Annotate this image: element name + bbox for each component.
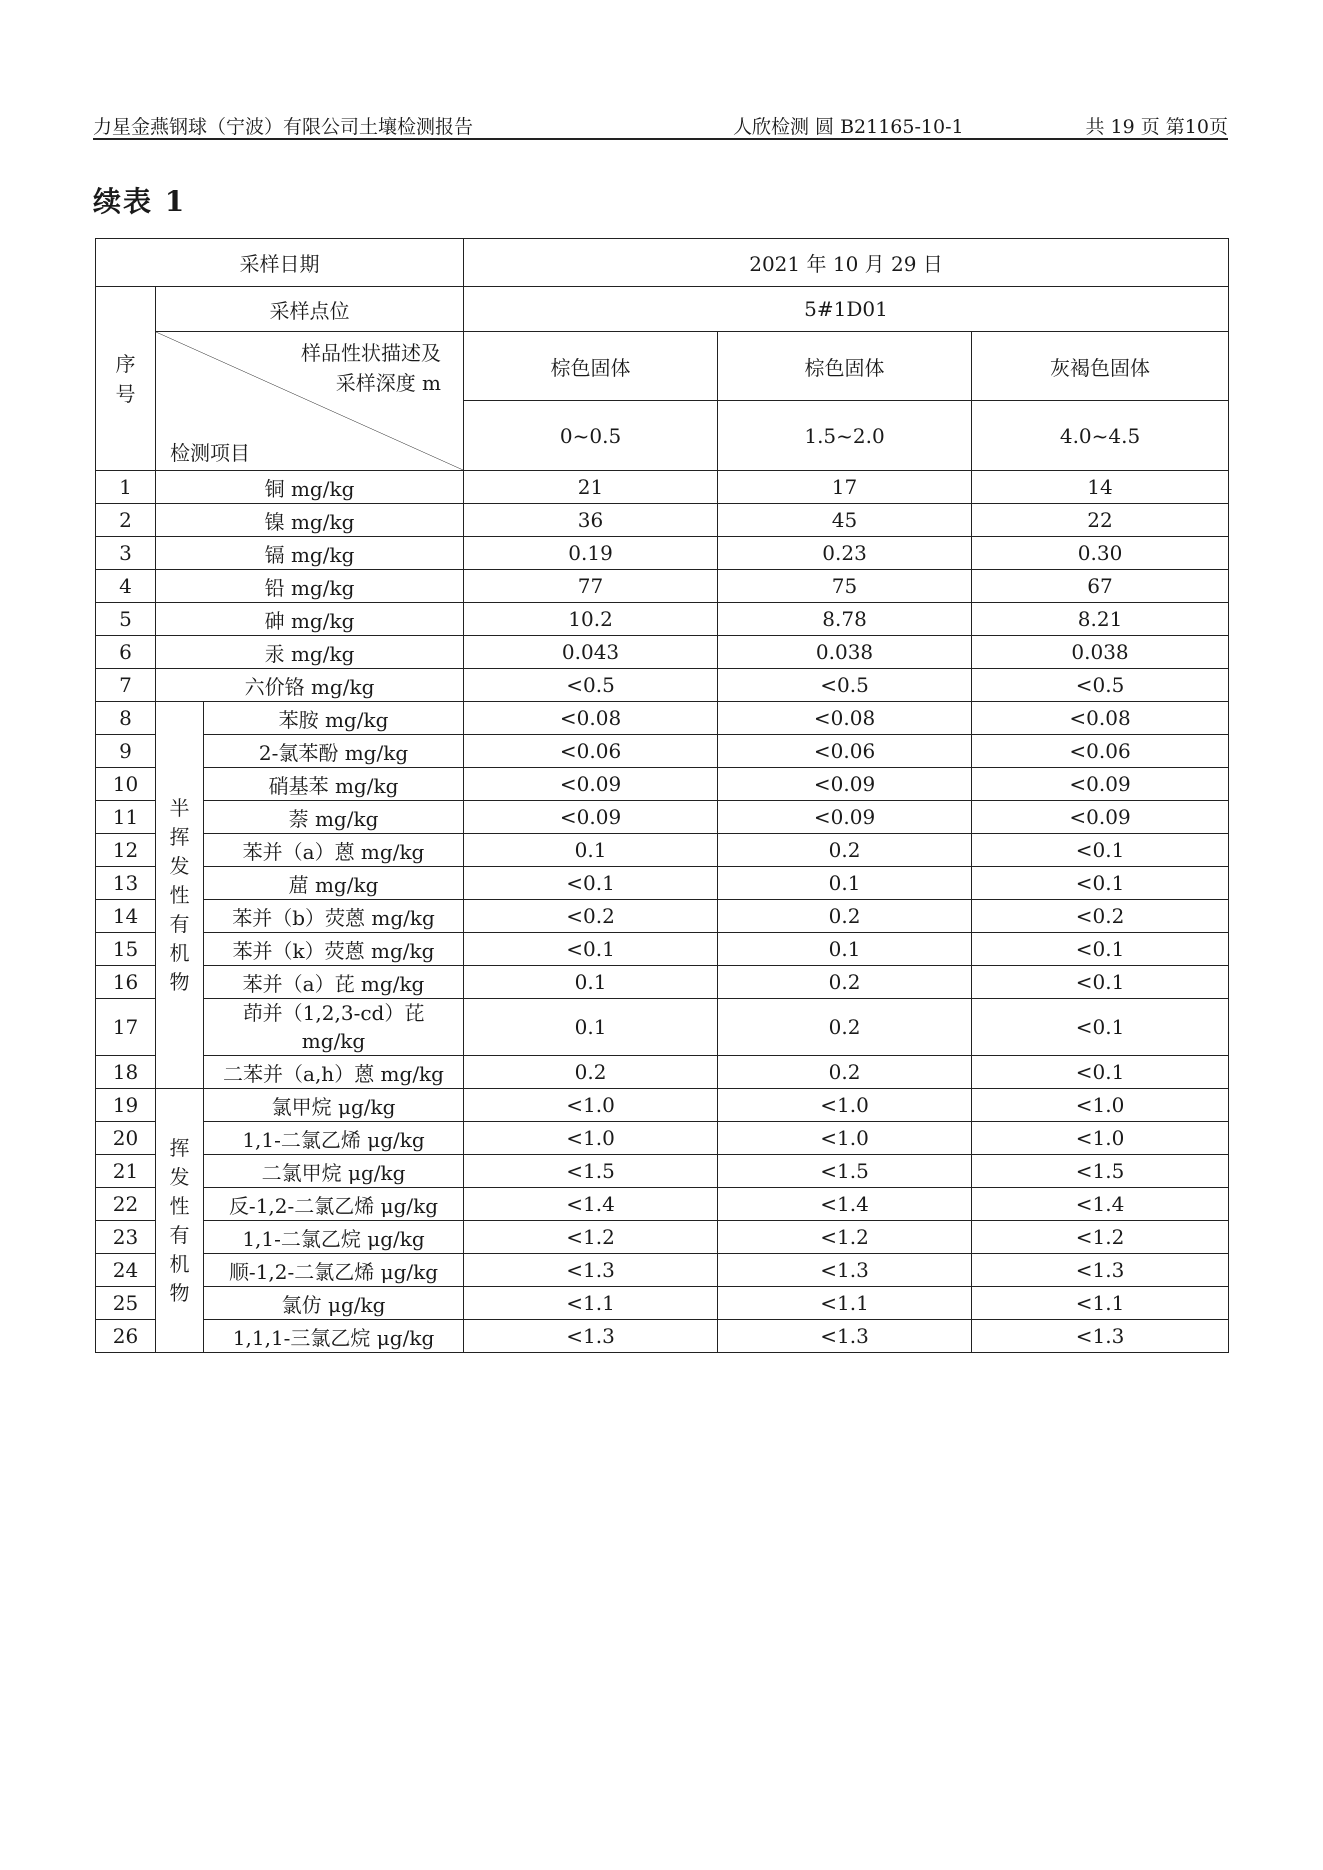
result-value: <0.5	[972, 669, 1229, 702]
item-name: 苯胺 mg/kg	[204, 702, 464, 735]
result-value: <0.1	[464, 867, 718, 900]
result-value: 0.1	[464, 966, 718, 999]
result-value: <1.0	[718, 1122, 972, 1155]
result-value: <1.5	[718, 1155, 972, 1188]
seq-header	[96, 287, 156, 471]
row-number: 11	[96, 801, 156, 834]
table-row	[96, 1188, 1229, 1221]
row-number: 7	[96, 669, 156, 702]
label-char: 性	[169, 882, 190, 907]
result-value: 0.038	[972, 636, 1229, 669]
result-value: <0.1	[464, 933, 718, 966]
description-row	[96, 332, 1229, 401]
label-char: 挥	[169, 824, 190, 849]
diag-top-line-2: 采样深度 m	[335, 371, 442, 395]
result-value: <1.0	[464, 1089, 718, 1122]
result-value: 14	[972, 471, 1229, 504]
result-value: 0.2	[718, 999, 972, 1056]
report-number: 人欣检测 圆 B21165-10-1	[733, 116, 964, 138]
row-number: 24	[96, 1254, 156, 1287]
result-value: <1.3	[972, 1254, 1229, 1287]
result-value: <1.2	[464, 1221, 718, 1254]
result-value: <0.1	[972, 966, 1229, 999]
result-value: <1.5	[464, 1155, 718, 1188]
depth-cell: 4.0~4.5	[972, 401, 1229, 471]
result-value: <1.3	[464, 1254, 718, 1287]
row-number: 23	[96, 1221, 156, 1254]
diag-bottom-label: 检测项目	[170, 441, 250, 465]
result-value: <1.3	[718, 1320, 972, 1353]
result-value: <1.1	[464, 1287, 718, 1320]
item-name: 䓛 mg/kg	[204, 867, 464, 900]
result-value: <0.08	[718, 702, 972, 735]
description-cell: 棕色固体	[464, 332, 718, 401]
result-value: <0.1	[972, 1056, 1229, 1089]
group-label	[156, 702, 204, 1089]
result-value: <0.06	[972, 735, 1229, 768]
result-value: 0.2	[718, 966, 972, 999]
result-value: 0.2	[718, 1056, 972, 1089]
result-value: <0.06	[464, 735, 718, 768]
table-row	[96, 768, 1229, 801]
table-row	[96, 1122, 1229, 1155]
item-name: 铜 mg/kg	[156, 471, 464, 504]
row-number: 2	[96, 504, 156, 537]
table-row	[96, 570, 1229, 603]
row-number: 6	[96, 636, 156, 669]
result-value: 0.2	[718, 900, 972, 933]
result-value: 67	[972, 570, 1229, 603]
table-row	[96, 1254, 1229, 1287]
item-name: 顺-1,2-二氯乙烯 μg/kg	[204, 1254, 464, 1287]
item-name: 硝基苯 mg/kg	[204, 768, 464, 801]
result-value: <1.3	[464, 1320, 718, 1353]
result-value: 36	[464, 504, 718, 537]
item-name: 氯仿 μg/kg	[204, 1287, 464, 1320]
item-name: 苯并（b）荧蒽 mg/kg	[204, 900, 464, 933]
item-name: 镍 mg/kg	[156, 504, 464, 537]
result-value: <0.08	[972, 702, 1229, 735]
row-number: 26	[96, 1320, 156, 1353]
result-value: <0.09	[718, 768, 972, 801]
item-name: 1,1-二氯乙烯 μg/kg	[204, 1122, 464, 1155]
result-value: <0.06	[718, 735, 972, 768]
label-char: 挥	[169, 1135, 190, 1160]
row-number: 16	[96, 966, 156, 999]
table-row	[96, 801, 1229, 834]
item-name: 苯并（a）蒽 mg/kg	[204, 834, 464, 867]
result-value: 22	[972, 504, 1229, 537]
table-row	[96, 999, 1229, 1056]
result-value: <0.09	[464, 801, 718, 834]
description-cell: 灰褐色固体	[972, 332, 1229, 401]
item-name: 二苯并（a,h）蒽 mg/kg	[204, 1056, 464, 1089]
result-value: <1.0	[972, 1122, 1229, 1155]
row-number: 15	[96, 933, 156, 966]
table-row	[96, 834, 1229, 867]
result-value: 0.2	[464, 1056, 718, 1089]
table-row	[96, 966, 1229, 999]
result-value: <1.0	[972, 1089, 1229, 1122]
row-number: 9	[96, 735, 156, 768]
results-table	[95, 238, 1229, 1353]
item-name: 1,1-二氯乙烷 μg/kg	[204, 1221, 464, 1254]
result-value: 0.038	[718, 636, 972, 669]
item-name: 苯并（k）荧蒽 mg/kg	[204, 933, 464, 966]
item-name: 反-1,2-二氯乙烯 μg/kg	[204, 1188, 464, 1221]
row-number: 18	[96, 1056, 156, 1089]
result-value: <1.5	[972, 1155, 1229, 1188]
result-value: <0.2	[972, 900, 1229, 933]
row-number: 25	[96, 1287, 156, 1320]
table-row	[96, 504, 1229, 537]
row-number: 19	[96, 1089, 156, 1122]
result-value: 75	[718, 570, 972, 603]
table-title: 续表 1	[93, 185, 187, 218]
result-value: <1.0	[718, 1089, 972, 1122]
table-row	[96, 636, 1229, 669]
diag-top-label	[301, 338, 441, 398]
result-value: 77	[464, 570, 718, 603]
row-number: 21	[96, 1155, 156, 1188]
label-char: 发	[169, 1164, 190, 1189]
date-label: 采样日期	[96, 239, 464, 287]
item-name: 砷 mg/kg	[156, 603, 464, 636]
result-value: 0.1	[464, 834, 718, 867]
seq-label	[100, 349, 151, 409]
item-name	[204, 999, 464, 1056]
result-value: 45	[718, 504, 972, 537]
point-row	[96, 287, 1229, 332]
result-value: <0.1	[972, 834, 1229, 867]
result-value: <1.2	[718, 1221, 972, 1254]
label-char: 物	[169, 1280, 190, 1305]
result-value: <1.3	[972, 1320, 1229, 1353]
row-number: 17	[96, 999, 156, 1056]
table-row	[96, 1056, 1229, 1089]
table-row	[96, 867, 1229, 900]
result-value: 0.19	[464, 537, 718, 570]
result-value: 21	[464, 471, 718, 504]
result-value: 0.043	[464, 636, 718, 669]
label-char: 序	[115, 351, 136, 376]
depth-cell: 0~0.5	[464, 401, 718, 471]
row-number: 14	[96, 900, 156, 933]
result-value: <0.1	[972, 867, 1229, 900]
table-row	[96, 669, 1229, 702]
result-value: <1.1	[972, 1287, 1229, 1320]
table-row	[96, 1221, 1229, 1254]
item-name: 六价铬 mg/kg	[156, 669, 464, 702]
depth-cell: 1.5~2.0	[718, 401, 972, 471]
row-number: 10	[96, 768, 156, 801]
row-number: 12	[96, 834, 156, 867]
row-number: 5	[96, 603, 156, 636]
result-value: <1.1	[718, 1287, 972, 1320]
row-number: 22	[96, 1188, 156, 1221]
result-value: 0.1	[718, 867, 972, 900]
result-value: <0.08	[464, 702, 718, 735]
result-value: 0.1	[464, 999, 718, 1056]
result-value: <1.4	[464, 1188, 718, 1221]
item-name: 1,1,1-三氯乙烷 μg/kg	[204, 1320, 464, 1353]
row-number: 13	[96, 867, 156, 900]
row-number: 20	[96, 1122, 156, 1155]
item-name: 铅 mg/kg	[156, 570, 464, 603]
item-name: 汞 mg/kg	[156, 636, 464, 669]
row-number: 4	[96, 570, 156, 603]
group-label	[156, 1089, 204, 1353]
label-char: 机	[169, 940, 190, 965]
report-title: 力星金燕钢球（宁波）有限公司土壤检测报告	[93, 116, 474, 138]
item-name: 苯并（a）芘 mg/kg	[204, 966, 464, 999]
label-char: 机	[169, 1251, 190, 1276]
item-name: 萘 mg/kg	[204, 801, 464, 834]
result-value: <1.2	[972, 1221, 1229, 1254]
item-name: 氯甲烷 μg/kg	[204, 1089, 464, 1122]
result-value: 0.23	[718, 537, 972, 570]
table-row	[96, 1287, 1229, 1320]
point-value: 5#1D01	[464, 287, 1229, 332]
result-value: <1.3	[718, 1254, 972, 1287]
result-value: 10.2	[464, 603, 718, 636]
result-value: <0.09	[972, 801, 1229, 834]
result-value: 17	[718, 471, 972, 504]
item-name: 二氯甲烷 μg/kg	[204, 1155, 464, 1188]
result-value: <0.5	[464, 669, 718, 702]
row-number: 8	[96, 702, 156, 735]
table-row	[96, 702, 1229, 735]
label-char: 性	[169, 1193, 190, 1218]
date-value: 2021 年 10 月 29 日	[464, 239, 1229, 287]
description-cell: 棕色固体	[718, 332, 972, 401]
row-number: 3	[96, 537, 156, 570]
row-number: 1	[96, 471, 156, 504]
table-row	[96, 537, 1229, 570]
result-value: 0.30	[972, 537, 1229, 570]
item-name: 2-氯苯酚 mg/kg	[204, 735, 464, 768]
table-row	[96, 933, 1229, 966]
page-number: 共 19 页 第10页	[1085, 116, 1228, 138]
table-row	[96, 1320, 1229, 1353]
result-value: <0.1	[972, 933, 1229, 966]
label-char: 有	[169, 911, 190, 936]
diagonal-header	[156, 332, 464, 471]
item-name: 镉 mg/kg	[156, 537, 464, 570]
result-value: <0.1	[972, 999, 1229, 1056]
result-value: <1.0	[464, 1122, 718, 1155]
label-char: 有	[169, 1222, 190, 1247]
date-row	[96, 239, 1229, 287]
result-value: <0.09	[464, 768, 718, 801]
label-char: 发	[169, 853, 190, 878]
result-value: <1.4	[718, 1188, 972, 1221]
label-char: 半	[169, 795, 190, 820]
result-value: 0.2	[718, 834, 972, 867]
result-value: 0.1	[718, 933, 972, 966]
point-label: 采样点位	[156, 287, 464, 332]
table-row	[96, 603, 1229, 636]
diag-top-line-1: 样品性状描述及	[301, 341, 442, 365]
item-name-line: 茚并（1,2,3-cd）芘	[242, 1001, 425, 1025]
result-value: <1.4	[972, 1188, 1229, 1221]
label-char: 物	[169, 969, 190, 994]
result-value: <0.5	[718, 669, 972, 702]
table-row	[96, 735, 1229, 768]
label-char: 号	[115, 381, 136, 406]
result-value: 8.78	[718, 603, 972, 636]
result-value: 8.21	[972, 603, 1229, 636]
table-row	[96, 900, 1229, 933]
result-value: <0.09	[972, 768, 1229, 801]
table-row	[96, 1155, 1229, 1188]
table-row	[96, 1089, 1229, 1122]
result-value: <0.09	[718, 801, 972, 834]
item-name-line: mg/kg	[301, 1029, 366, 1053]
table-row	[96, 471, 1229, 504]
result-value: <0.2	[464, 900, 718, 933]
page-header	[93, 110, 1228, 140]
